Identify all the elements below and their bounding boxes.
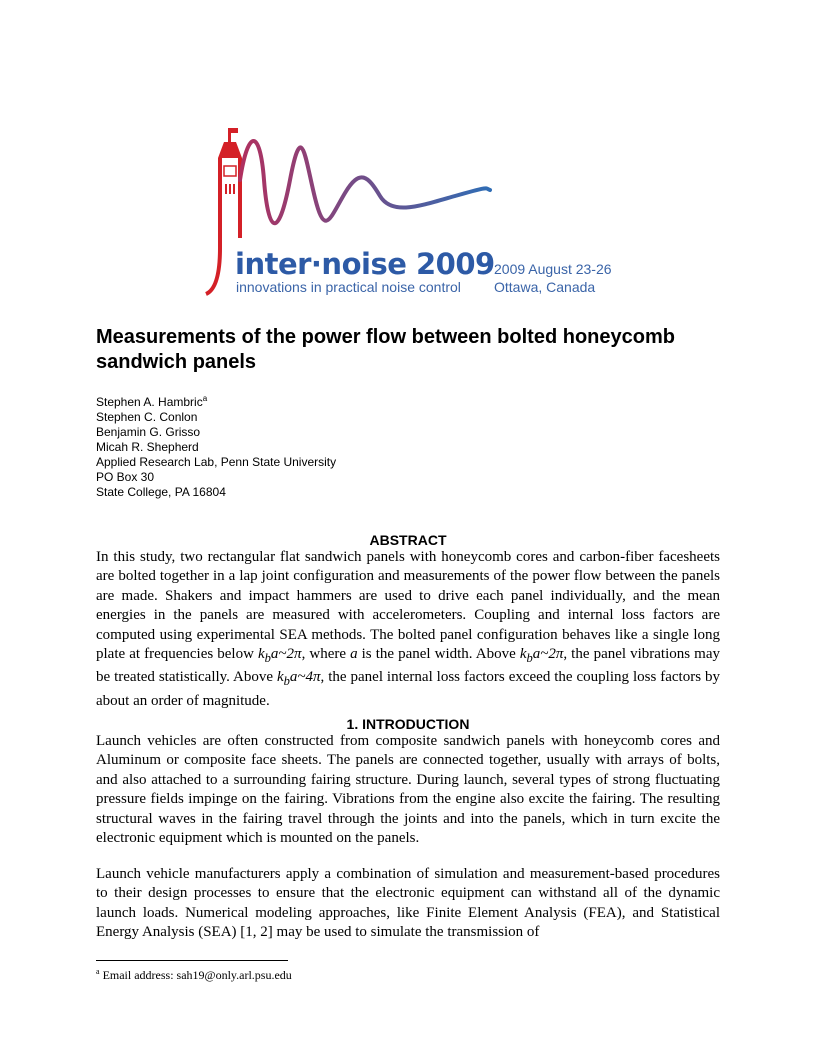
intro-paragraph-1: Launch vehicles are often constructed from composite sandwich panels with honeycomb cores and Aluminum or composite face sheets. The panels are connected together, usually with arrays of bolts, and also attached to a surrounding fairing structure. During launch, several types of strong fluctuating pressure fields impinge on the fairing. Vibrations from the engine also excite the fairing. The resulting structural waves in the fairing travel through the joints and into the panels, which in turn excite the electronic equipment which is mounted on the panels. — [96, 733, 720, 847]
math-subscript: b — [283, 674, 290, 689]
abstract-text: , the panel vibrations may be treated statistically. Above — [96, 646, 720, 686]
introduction-heading: 1. INTRODUCTION — [346, 716, 470, 732]
conference-date: 2009 August 23-26 — [494, 261, 612, 277]
author-first — [96, 395, 336, 410]
affiliation-line: Applied Research Lab, Penn State University — [96, 455, 337, 469]
abstract-text: , the panel internal loss factors exceed the coupling loss factors by about an order of magnitude. — [96, 669, 720, 709]
math-symbol: k — [519, 646, 527, 663]
math-symbol: k — [258, 646, 265, 663]
logo-wordmark: inter·noise 2009 — [235, 247, 495, 281]
footnote-text: Email address: sah19@only.arl.psu.edu — [99, 968, 292, 982]
abstract-paragraph — [96, 548, 720, 711]
math-subscript: b — [264, 651, 271, 666]
footnote-divider — [96, 960, 288, 961]
math-subscript: b — [526, 651, 533, 666]
author-name: Stephen A. Hambric — [96, 395, 203, 409]
paper-title: Measurements of the power flow between bolted honeycomb sandwich panels — [96, 326, 675, 373]
abstract-text: In this study, two rectangular flat sandwich panels with honeycomb cores and carbon-fiber facesheets are bolted together in a lap joint configuration and measurements of the power flow between the panels are made. Shakers and impact hammers are used to drive each panel individually, and the mean energies in the panels are measured with accelerometers. Coupling and internal loss factors are computed using experimental SEA methods. The bolted panel configuration behaves like a single long plate at frequencies below — [96, 549, 720, 663]
author-line: Benjamin G. Grisso — [96, 425, 201, 439]
author-block — [96, 395, 336, 500]
math-expression — [276, 669, 321, 689]
math-symbol: a~4π — [289, 669, 321, 686]
conference-place: Ottawa, Canada — [494, 279, 596, 295]
math-symbol: a~2π — [532, 646, 564, 663]
math-expression — [519, 646, 564, 666]
footnote — [96, 968, 292, 983]
author-line: Micah R. Shepherd — [96, 440, 199, 454]
conference-logo — [200, 118, 620, 300]
abstract-heading: ABSTRACT — [369, 532, 447, 548]
abstract-text: , where — [301, 646, 351, 663]
author-line: Stephen C. Conlon — [96, 410, 198, 424]
footnote-mark: a — [202, 394, 208, 403]
abstract-text: is the panel width. Above — [357, 646, 520, 663]
logo-tagline: innovations in practical noise control — [236, 279, 461, 295]
intro-paragraph-2: Launch vehicle manufacturers apply a combination of simulation and measurement-based procedures to their design processes to ensure that the electronic equipment can withstand all of the dynamic launch loads. Numerical modeling approaches, like Finite Element Analysis (FEA), and Statistical Energy Analysis (SEA) [1, 2] may be used to simulate the transmission of — [96, 866, 720, 941]
math-expression — [258, 646, 302, 666]
address-line: State College, PA 16804 — [96, 485, 226, 499]
math-symbol: k — [276, 669, 284, 686]
math-symbol: a~2π — [270, 646, 302, 663]
footnote-mark: a — [96, 967, 100, 976]
math-symbol: a — [350, 646, 358, 663]
address-line: PO Box 30 — [96, 470, 155, 484]
